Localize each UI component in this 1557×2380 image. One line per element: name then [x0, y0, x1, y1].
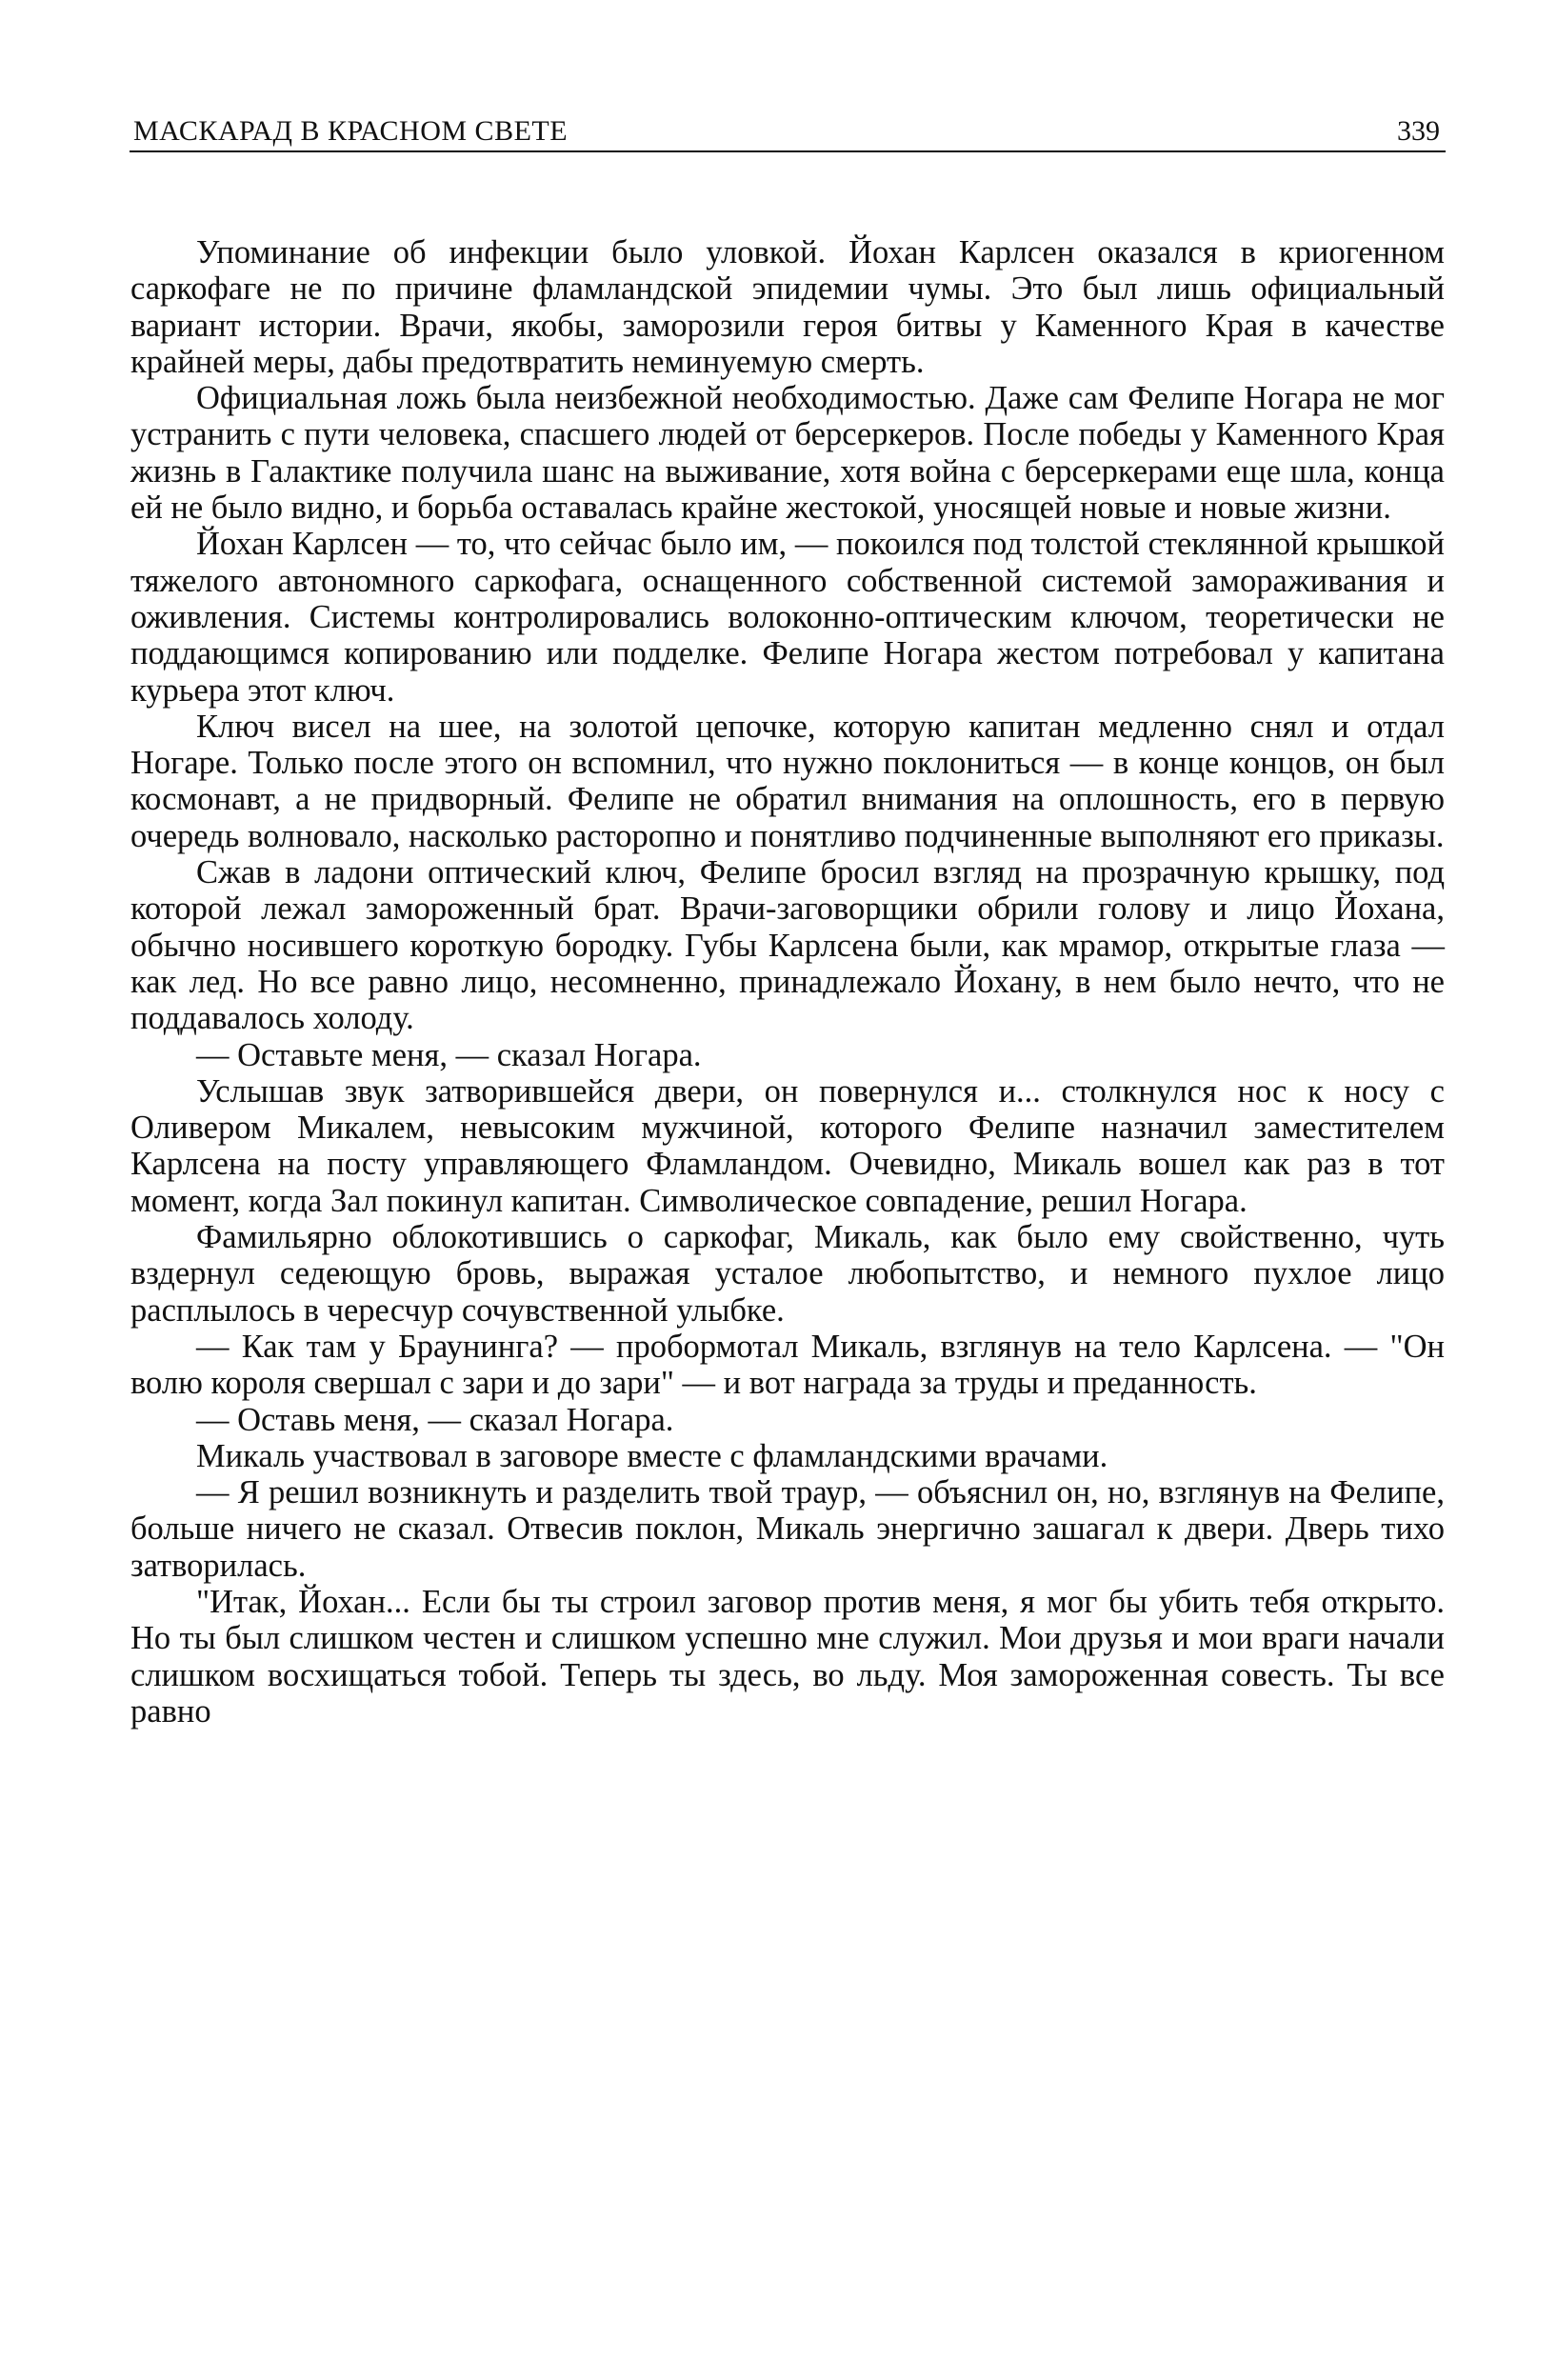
page-number: 339	[1397, 115, 1440, 147]
paragraph: Упоминание об инфекции было уловкой. Йохан Карлсен оказался в криогенном саркофаге не по причине фламландской эпидемии чумы. Это был лишь официальный вариант истории. Врачи, якобы, заморозили героя битвы у Каменного Края в качестве крайней меры, дабы предотвратить неминуемую смерть.	[130, 234, 1445, 380]
paragraph: Йохан Карлсен — то, что сейчас было им, — покоился под толстой стеклянной крышкой тяжелого автономного саркофага, оснащенного собственной системой замораживания и оживления. Системы контролировались волоконно-оптическим ключом, теоретически не поддающимся копированию или подделке. Фелипе Ногара жестом потребовал у капитана курьера этот ключ.	[130, 526, 1445, 709]
body-text	[130, 234, 1445, 1730]
paragraph: — Оставь меня, — сказал Ногара.	[196, 1401, 674, 1438]
paragraph: Услышав звук затворившейся двери, он повернулся и... столкнулся нос к носу с Оливером Микалем, невысоким мужчиной, которого Фелипе назначил заместителем Карлсена на посту управляющего Фламландом. Очевидно, Микаль вошел как раз в тот момент, когда Зал покинул капитан. Символическое совпадение, решил Ногара.	[130, 1072, 1445, 1219]
running-title: МАСКАРАД В КРАСНОМ СВЕТЕ	[133, 115, 569, 147]
paragraph: Сжав в ладони оптический ключ, Фелипе бросил взгляд на прозрачную крышку, под которой лежал замороженный брат. Врачи-заговорщики обрили голову и лицо Йохана, обычно носившего короткую бородку. Губы Карлсена были, как мрамор, открытые глаза — как лед. Но все равно лицо, несомненно, принадлежало Йохану, в нем было нечто, что не поддавалось холоду.	[130, 854, 1445, 1037]
paragraph: Официальная ложь была неизбежной необходимостью. Даже сам Фелипе Ногара не мог устранить с пути человека, спасшего людей от берсеркеров. После победы у Каменного Края жизнь в Галактике получила шанс на выживание, хотя война с берсеркерами еще шла, конца ей не было видно, и борьба оставалась крайне жестокой, уносящей новые и новые жизни.	[130, 380, 1445, 527]
paragraph: Микаль участвовал в заговоре вместе с фламландскими врачами.	[196, 1437, 1108, 1474]
paragraph: — Как там у Браунинга? — пробормотал Микаль, взглянув на тело Карлсена. — "Он волю короля свершал с зари и до зари" — и вот награда за труды и преданность.	[130, 1328, 1445, 1402]
paragraph: — Оставьте меня, — сказал Ногара.	[196, 1036, 702, 1073]
running-header	[130, 112, 1446, 152]
paragraph: Ключ висел на шее, на золотой цепочке, которую капитан медленно снял и отдал Ногаре. Только после этого он вспомнил, что нужно поклониться — в конце концов, он был космонавт, а не придворный. Фелипе не обратил внимания на оплошность, его в первую очередь волновало, насколько расторопно и понятливо подчиненные выполняют его приказы.	[130, 708, 1445, 854]
paragraph: Фамильярно облокотившись о саркофаг, Микаль, как было ему свойственно, чуть вздернул седеющую бровь, выражая усталое любопытство, и немного пухлое лицо расплылось в чересчур сочувственной улыбке.	[130, 1219, 1445, 1329]
paragraph: "Итак, Йохан... Если бы ты строил заговор против меня, я мог бы убить тебя открыто. Но ты был слишком честен и слишком успешно мне служил. Мои друзья и мои враги начали слишком восхищаться тобой. Теперь ты здесь, во льду. Моя замороженная совесть. Ты все равно	[130, 1583, 1445, 1730]
paragraph: — Я решил возникнуть и разделить твой траур, — объяснил он, но, взглянув на Фелипе, больше ничего не сказал. Отвесив поклон, Микаль энергично зашагал к двери. Дверь тихо затворилась.	[130, 1474, 1445, 1584]
